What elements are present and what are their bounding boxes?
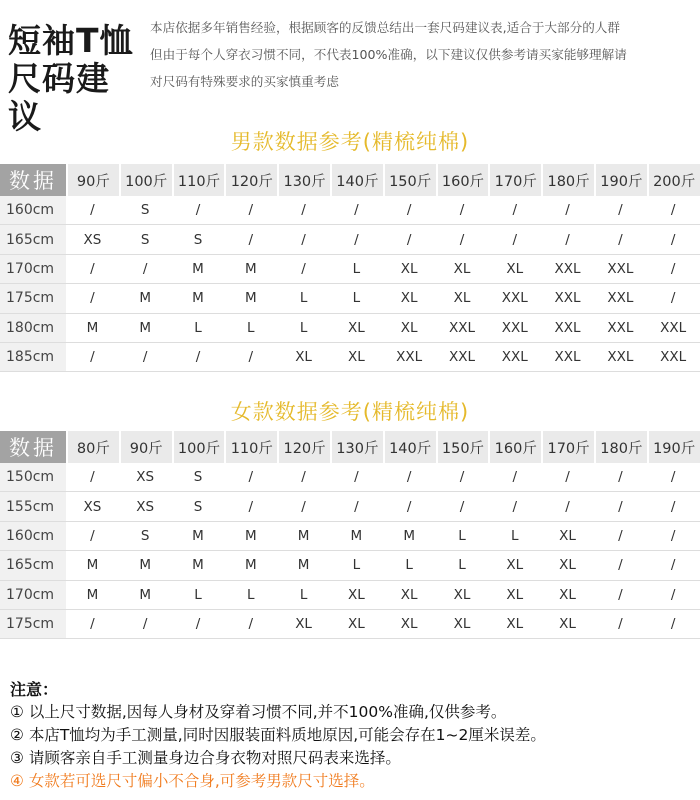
size-cell: XXL xyxy=(554,319,581,336)
size-cell: XL xyxy=(347,616,365,633)
note-line: ① 以上尺寸数据,因每人身材及穿着习惯不同,并不100%准确,仅供参考。 xyxy=(10,703,507,721)
table-row xyxy=(0,225,700,254)
table-row xyxy=(0,581,700,610)
size-cell: / xyxy=(670,586,676,603)
size-cell: M xyxy=(297,557,310,574)
size-cell: S xyxy=(193,231,203,248)
size-cell: S xyxy=(140,527,150,544)
weight-column-header: 170斤 xyxy=(488,164,541,196)
table-row xyxy=(0,551,700,580)
size-cell: / xyxy=(618,202,623,219)
size-cell: / xyxy=(512,498,518,515)
size-cell: XL xyxy=(400,616,418,633)
size-cell: M xyxy=(244,557,257,574)
size-cell: XL xyxy=(347,319,365,336)
size-cell: L xyxy=(352,260,361,277)
size-cell: / xyxy=(406,231,412,248)
size-cell: M xyxy=(244,527,257,544)
size-cell: XXL xyxy=(448,319,475,336)
size-cell: M xyxy=(192,290,204,307)
note-line: ② 本店T恤均为手工测量,同时因服装面料质地原因,可能会存在1~2厘米误差。 xyxy=(10,726,546,744)
height-label: 150cm xyxy=(0,463,66,491)
size-cell: L xyxy=(299,290,308,307)
size-cell: / xyxy=(90,469,95,486)
size-cell: L xyxy=(458,527,466,544)
size-cell: XXL xyxy=(660,349,687,366)
height-label: 165cm xyxy=(0,551,66,579)
table-row xyxy=(0,314,700,343)
table-row xyxy=(0,284,700,313)
size-cell: XXL xyxy=(554,349,581,366)
size-cell: S xyxy=(193,469,203,486)
note-line-highlight: ④ 女款若可选尺寸偏小不合身,可参考男款尺寸选择。 xyxy=(10,772,375,790)
size-cell: M xyxy=(403,527,415,544)
size-cell: L xyxy=(511,527,519,544)
size-cell: XL xyxy=(400,319,418,336)
size-cell: L xyxy=(405,557,413,574)
size-cell: S xyxy=(140,231,150,248)
size-cell: / xyxy=(459,202,465,219)
size-cell: M xyxy=(139,319,152,336)
size-cell: / xyxy=(354,498,359,515)
size-cell: M xyxy=(86,557,99,574)
size-cell: / xyxy=(142,349,148,366)
table-row xyxy=(0,492,700,521)
size-cell: / xyxy=(670,557,676,574)
table-header-label: 数据 xyxy=(0,431,66,463)
size-cell: L xyxy=(194,586,202,603)
size-cell: XXL xyxy=(607,349,634,366)
height-label: 185cm xyxy=(0,343,66,371)
weight-column-header: 180斤 xyxy=(594,431,647,463)
size-cell: / xyxy=(248,202,254,219)
table-row xyxy=(0,522,700,551)
size-cell: XL xyxy=(506,557,524,574)
size-cell: XL xyxy=(559,616,576,633)
weight-column-header: 120斤 xyxy=(277,431,330,463)
page-header xyxy=(0,0,700,136)
size-cell: XXL xyxy=(396,349,423,366)
table-header-label: 数据 xyxy=(0,164,66,196)
size-cell: / xyxy=(142,616,148,633)
size-cell: XL xyxy=(453,260,471,277)
size-cell: M xyxy=(139,290,152,307)
table-row xyxy=(0,463,700,492)
weight-column-header: 180斤 xyxy=(541,164,594,196)
weight-column-header: 160斤 xyxy=(436,164,489,196)
size-cell: M xyxy=(297,527,310,544)
size-cell: XXL xyxy=(607,260,634,277)
size-cell: M xyxy=(244,260,257,277)
size-cell: XXL xyxy=(448,349,475,366)
size-cell: / xyxy=(406,498,412,515)
size-cell: / xyxy=(90,349,95,366)
size-cell: / xyxy=(670,469,676,486)
size-cell: XS xyxy=(83,498,102,515)
size-cell: / xyxy=(406,469,412,486)
size-cell: / xyxy=(406,202,412,219)
height-label: 170cm xyxy=(0,581,66,609)
size-cell: / xyxy=(354,202,359,219)
size-cell: L xyxy=(194,319,202,336)
size-cell: XXL xyxy=(554,290,581,307)
size-cell: / xyxy=(248,469,254,486)
size-cell: XXL xyxy=(607,319,634,336)
size-cell: L xyxy=(352,290,361,307)
size-cell: XL xyxy=(453,290,471,307)
size-cell: / xyxy=(90,290,95,307)
size-cell: / xyxy=(618,616,623,633)
size-cell: XXL xyxy=(501,319,528,336)
height-label: 165cm xyxy=(0,225,66,253)
size-cell: / xyxy=(670,527,676,544)
size-cell: XL xyxy=(400,586,418,603)
weight-column-header: 80斤 xyxy=(66,431,119,463)
size-cell: / xyxy=(248,616,254,633)
size-cell: XS xyxy=(136,469,155,486)
size-cell: L xyxy=(299,319,308,336)
weight-column-header: 130斤 xyxy=(277,164,330,196)
size-cell: / xyxy=(195,202,201,219)
weight-column-header: 190斤 xyxy=(594,164,647,196)
table-row xyxy=(0,255,700,284)
size-cell: XXL xyxy=(501,290,528,307)
weight-column-header: 150斤 xyxy=(436,431,489,463)
size-cell: / xyxy=(459,498,465,515)
size-cell: S xyxy=(193,498,203,515)
page-title-line-1: 短袖T恤 xyxy=(8,21,134,60)
weight-column-header: 120斤 xyxy=(224,164,277,196)
size-cell: XXL xyxy=(660,319,687,336)
weight-column-header: 190斤 xyxy=(647,431,700,463)
size-cell: L xyxy=(352,557,361,574)
size-cell: / xyxy=(301,469,306,486)
size-cell: L xyxy=(247,586,255,603)
weight-column-header: 90斤 xyxy=(66,164,119,196)
page-title xyxy=(8,22,143,136)
table-header-row xyxy=(0,164,700,196)
intro-text xyxy=(150,14,698,95)
size-cell: / xyxy=(565,469,570,486)
size-cell: XL xyxy=(400,260,418,277)
size-cell: / xyxy=(195,349,201,366)
size-cell: / xyxy=(565,231,570,248)
size-cell: / xyxy=(512,202,518,219)
size-cell: XL xyxy=(347,349,365,366)
size-cell: XL xyxy=(295,616,312,633)
height-label: 175cm xyxy=(0,610,66,638)
size-cell: S xyxy=(140,202,150,219)
size-cell: XL xyxy=(559,557,576,574)
men-size-table xyxy=(0,164,700,372)
size-cell: XL xyxy=(506,616,524,633)
table-row xyxy=(0,610,700,639)
size-cell: / xyxy=(459,469,465,486)
weight-column-header: 130斤 xyxy=(330,431,383,463)
size-cell: XL xyxy=(453,586,471,603)
weight-column-header: 140斤 xyxy=(330,164,383,196)
size-cell: / xyxy=(90,260,95,277)
height-label: 160cm xyxy=(0,196,66,224)
size-cell: M xyxy=(192,260,204,277)
size-cell: / xyxy=(301,498,306,515)
size-cell: / xyxy=(618,469,623,486)
height-label: 175cm xyxy=(0,284,66,312)
size-cell: XS xyxy=(83,231,102,248)
weight-column-header: 90斤 xyxy=(119,431,172,463)
size-cell: / xyxy=(354,231,359,248)
size-cell: / xyxy=(618,586,623,603)
weight-column-header: 140斤 xyxy=(383,431,436,463)
men-section-title: 男款数据参考(精梳纯棉) xyxy=(230,130,470,154)
size-cell: / xyxy=(248,349,254,366)
size-cell: / xyxy=(670,231,676,248)
weight-column-header: 150斤 xyxy=(383,164,436,196)
size-cell: XL xyxy=(506,586,524,603)
size-cell: / xyxy=(301,231,306,248)
size-cell: M xyxy=(244,290,257,307)
size-cell: / xyxy=(142,260,148,277)
size-cell: L xyxy=(247,319,255,336)
weight-column-header: 170斤 xyxy=(541,431,594,463)
size-cell: XXL xyxy=(607,290,634,307)
size-cell: / xyxy=(512,469,518,486)
height-label: 170cm xyxy=(0,255,66,283)
size-cell: XL xyxy=(506,260,524,277)
size-cell: / xyxy=(195,616,201,633)
size-cell: XXL xyxy=(501,349,528,366)
size-cell: / xyxy=(248,498,254,515)
size-cell: XL xyxy=(559,586,576,603)
weight-column-header: 110斤 xyxy=(172,164,225,196)
size-cell: / xyxy=(301,202,306,219)
intro-line: 本店依据多年销售经验，根据顾客的反馈总结出一套尺码建议表,适合于大部分的人群 xyxy=(150,20,620,35)
size-cell: XL xyxy=(400,290,418,307)
size-cell: M xyxy=(86,319,99,336)
height-label: 180cm xyxy=(0,314,66,342)
size-cell: XL xyxy=(559,527,576,544)
size-cell: / xyxy=(670,498,676,515)
size-cell: / xyxy=(354,469,359,486)
size-cell: / xyxy=(618,557,623,574)
note-line: ③ 请顾客亲自手工测量身边合身衣物对照尺码表来选择。 xyxy=(10,749,401,767)
table-header-row xyxy=(0,431,700,463)
size-cell: M xyxy=(139,586,152,603)
intro-line: 对尺码有特殊要求的买家慎重考虑 xyxy=(150,74,339,89)
size-cell: XS xyxy=(136,498,155,515)
size-cell: M xyxy=(192,557,204,574)
size-cell: / xyxy=(512,231,518,248)
size-cell: M xyxy=(86,586,99,603)
size-cell: / xyxy=(618,231,623,248)
size-cell: XL xyxy=(295,349,312,366)
size-cell: M xyxy=(350,527,363,544)
intro-line: 但由于每个人穿衣习惯不同，不代表100%准确，以下建议仅供参考请买家能够理解请 xyxy=(150,47,627,62)
size-cell: XL xyxy=(347,586,365,603)
table-row xyxy=(0,343,700,372)
notes-title: 注意： xyxy=(10,680,59,699)
size-cell: / xyxy=(618,498,623,515)
weight-column-header: 200斤 xyxy=(647,164,700,196)
size-cell: / xyxy=(90,527,95,544)
size-cell: / xyxy=(670,260,676,277)
women-section-title: 女款数据参考(精梳纯棉) xyxy=(230,400,470,424)
size-cell: XL xyxy=(453,616,471,633)
size-cell: / xyxy=(248,231,254,248)
size-cell: / xyxy=(670,202,676,219)
size-cell: / xyxy=(565,498,570,515)
size-cell: / xyxy=(670,616,676,633)
size-cell: XXL xyxy=(554,260,581,277)
women-size-table xyxy=(0,431,700,639)
height-label: 155cm xyxy=(0,492,66,520)
size-cell: / xyxy=(565,202,570,219)
size-cell: / xyxy=(90,202,95,219)
size-cell: M xyxy=(192,527,204,544)
size-cell: L xyxy=(299,586,308,603)
size-cell: / xyxy=(618,527,623,544)
page-title-line-2: 尺码建议 xyxy=(8,59,110,136)
weight-column-header: 100斤 xyxy=(119,164,172,196)
weight-column-header: 110斤 xyxy=(224,431,277,463)
table-row xyxy=(0,196,700,225)
height-label: 160cm xyxy=(0,522,66,550)
size-cell: / xyxy=(301,260,306,277)
weight-column-header: 160斤 xyxy=(488,431,541,463)
size-cell: M xyxy=(139,557,152,574)
size-cell: / xyxy=(90,616,95,633)
size-cell: L xyxy=(458,557,466,574)
weight-column-header: 100斤 xyxy=(172,431,225,463)
notes-section xyxy=(10,678,695,793)
size-cell: / xyxy=(459,231,465,248)
size-cell: / xyxy=(670,290,676,307)
